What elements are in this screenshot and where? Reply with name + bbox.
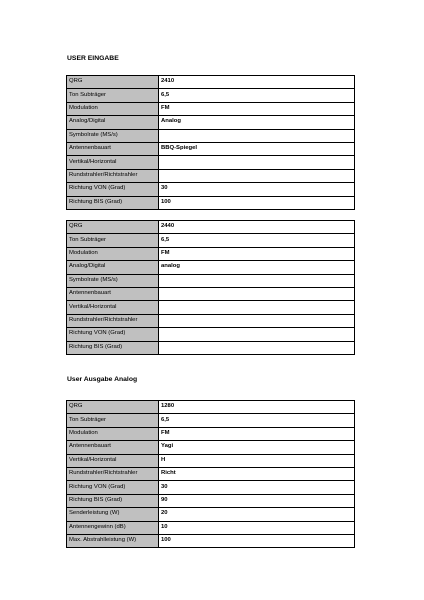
row-value: 30	[159, 481, 355, 494]
table-row	[67, 454, 355, 467]
row-label: Senderleistung (W)	[67, 508, 159, 521]
table-row	[67, 169, 355, 182]
row-value	[159, 314, 355, 327]
table-row	[67, 441, 355, 454]
row-value: 6,5	[159, 234, 355, 247]
row-label: Rundstrahler/Richtstrahler	[67, 467, 159, 480]
row-label: Analog/Digital	[67, 261, 159, 274]
row-value	[159, 287, 355, 300]
table-row	[67, 76, 355, 89]
row-label: Vertikal/Horizontal	[67, 301, 159, 314]
row-label: Ton Subträger	[67, 89, 159, 102]
row-value: 10	[159, 521, 355, 534]
table-row	[67, 156, 355, 169]
table-row	[67, 414, 355, 427]
table-row	[67, 89, 355, 102]
row-label: Richtung VON (Grad)	[67, 328, 159, 341]
row-label: Vertikal/Horizontal	[67, 454, 159, 467]
table-row	[67, 341, 355, 354]
table-row	[67, 183, 355, 196]
row-value	[159, 328, 355, 341]
row-value: Richt	[159, 467, 355, 480]
row-value: 2440	[159, 221, 355, 234]
row-label: Modulation	[67, 102, 159, 115]
row-label: Ton Subträger	[67, 414, 159, 427]
row-label: Rundstrahler/Richtstrahler	[67, 169, 159, 182]
table-row	[67, 142, 355, 155]
row-value: 100	[159, 534, 355, 547]
row-label: Richtung BIS (Grad)	[67, 196, 159, 209]
row-value: H	[159, 454, 355, 467]
table-row	[67, 261, 355, 274]
heading-user-ausgabe-analog: User Ausgabe Analog	[67, 376, 138, 383]
table-row	[67, 234, 355, 247]
row-label: Symbolrate (MS/s)	[67, 129, 159, 142]
row-value: 90	[159, 494, 355, 507]
row-label: Modulation	[67, 247, 159, 260]
table-row	[67, 274, 355, 287]
table-ausgabe-analog	[66, 400, 355, 548]
row-label: Modulation	[67, 427, 159, 440]
row-label: Antennenbauart	[67, 441, 159, 454]
row-value: FM	[159, 247, 355, 260]
row-value: FM	[159, 427, 355, 440]
table-row	[67, 196, 355, 209]
row-value	[159, 341, 355, 354]
table-eingabe-1	[66, 75, 355, 210]
row-value: FM	[159, 102, 355, 115]
row-label: Antennenbauart	[67, 287, 159, 300]
table-row	[67, 102, 355, 115]
table-row	[67, 481, 355, 494]
row-label: Antennengewinn (dB)	[67, 521, 159, 534]
row-value: Analog	[159, 116, 355, 129]
table-row	[67, 129, 355, 142]
row-label: Richtung VON (Grad)	[67, 481, 159, 494]
row-label: Antennenbauart	[67, 142, 159, 155]
row-value: analog	[159, 261, 355, 274]
table-row	[67, 116, 355, 129]
row-value: 100	[159, 196, 355, 209]
row-value: BBQ-Spiegel	[159, 142, 355, 155]
row-label: QRG	[67, 221, 159, 234]
table-row	[67, 494, 355, 507]
row-label: Richtung BIS (Grad)	[67, 341, 159, 354]
row-value: 2410	[159, 76, 355, 89]
table-row	[67, 287, 355, 300]
table-row	[67, 221, 355, 234]
table-eingabe-2	[66, 220, 355, 355]
row-value	[159, 301, 355, 314]
table-row	[67, 427, 355, 440]
row-label: QRG	[67, 76, 159, 89]
table-row	[67, 247, 355, 260]
row-value	[159, 169, 355, 182]
row-label: Ton Subträger	[67, 234, 159, 247]
table-row	[67, 521, 355, 534]
table-row	[67, 328, 355, 341]
row-value: 30	[159, 183, 355, 196]
table-row	[67, 534, 355, 547]
table-row	[67, 314, 355, 327]
row-value	[159, 156, 355, 169]
row-value: 20	[159, 508, 355, 521]
table-row	[67, 401, 355, 414]
table-row	[67, 508, 355, 521]
row-label: Symbolrate (MS/s)	[67, 274, 159, 287]
row-value: 1280	[159, 401, 355, 414]
row-value	[159, 129, 355, 142]
row-label: Analog/Digital	[67, 116, 159, 129]
row-value: 6,5	[159, 414, 355, 427]
row-label: Richtung VON (Grad)	[67, 183, 159, 196]
row-value: 6,5	[159, 89, 355, 102]
row-value: Yagi	[159, 441, 355, 454]
table-row	[67, 301, 355, 314]
row-label: Rundstrahler/Richtstrahler	[67, 314, 159, 327]
row-value	[159, 274, 355, 287]
table-row	[67, 467, 355, 480]
row-label: Vertikal/Horizontal	[67, 156, 159, 169]
row-label: Richtung BIS (Grad)	[67, 494, 159, 507]
heading-user-eingabe: USER EINGABE	[67, 55, 119, 62]
row-label: QRG	[67, 401, 159, 414]
row-label: Max. Abstrahlleistung (W)	[67, 534, 159, 547]
